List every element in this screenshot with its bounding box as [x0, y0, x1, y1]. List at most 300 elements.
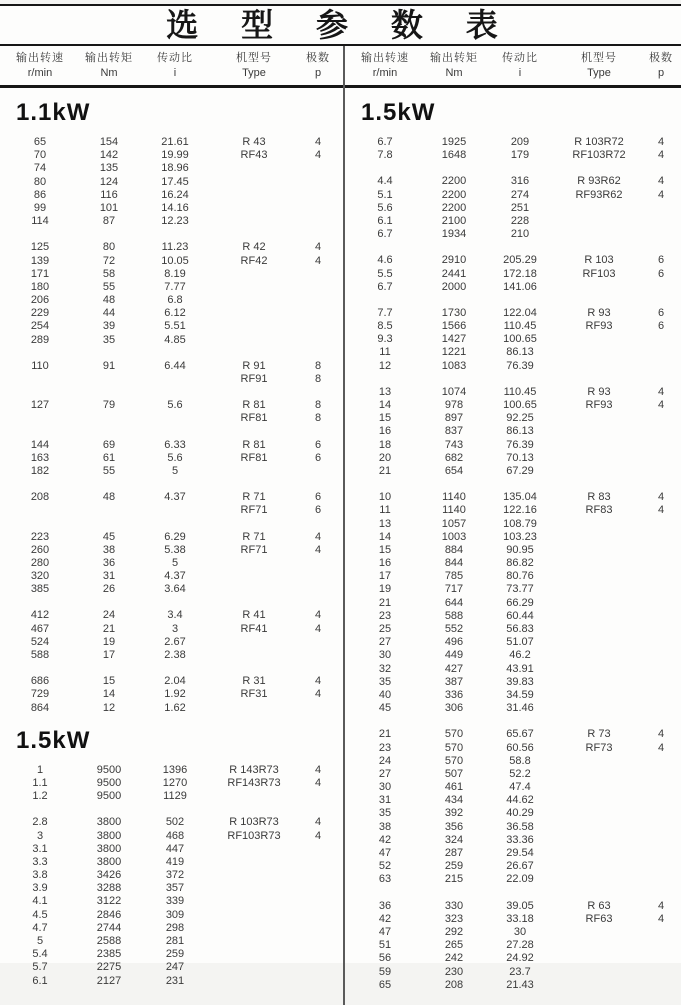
table-cell: 8 [314, 412, 322, 425]
table-cell: 9500 [96, 776, 122, 789]
table-cell: RF73 [585, 741, 613, 754]
table-cell: 336 [444, 688, 464, 701]
table-cell: 280 [30, 556, 50, 569]
table-row [0, 465, 340, 478]
table-cell: 14.16 [161, 201, 189, 214]
table-row [345, 636, 681, 649]
table-cell: 228 [510, 214, 530, 227]
table-cell: 16.24 [161, 188, 189, 201]
table-row [0, 816, 340, 829]
table-cell: 39 [102, 320, 116, 333]
table-row [345, 979, 681, 992]
table-cell: 339 [165, 895, 185, 908]
table-cell [212, 215, 296, 228]
table-cell [557, 281, 641, 294]
column-header-0 [345, 51, 425, 81]
table-cell: 1074 [441, 385, 467, 398]
table-cell: 65 [33, 136, 47, 148]
table-cell: 11.23 [161, 241, 189, 254]
table-cell: 2441 [441, 267, 467, 280]
table-cell: 73.77 [506, 583, 534, 596]
table-cell: RF31 [240, 688, 268, 701]
table-cell: 70 [33, 149, 47, 162]
table-cell: 171 [30, 267, 50, 280]
table-row [345, 702, 681, 715]
table-cell: 5.6 [167, 451, 183, 464]
table-cell: 230 [444, 965, 464, 978]
table-cell: 40 [378, 688, 392, 701]
table-cell: RF103R73 [227, 829, 281, 842]
table-cell: 45 [102, 530, 116, 543]
table-cell [641, 465, 681, 478]
table-cell: 1648 [441, 149, 467, 162]
table-cell [557, 360, 641, 373]
table-cell [557, 755, 641, 768]
table-cell: 15 [378, 412, 392, 425]
table-cell: 1129 [163, 790, 187, 803]
table-cell: 20 [378, 451, 392, 464]
table-cell: 5.4 [32, 948, 48, 961]
table-row [0, 491, 340, 504]
table-cell [557, 439, 641, 452]
table-cell: 4 [314, 816, 322, 829]
table-cell: 2127 [96, 974, 122, 987]
table-row [345, 531, 681, 544]
table-row [0, 935, 340, 948]
table-cell: 141.06 [503, 280, 537, 293]
table-row [0, 948, 340, 961]
table-cell: 59 [378, 965, 392, 978]
table-cell [557, 465, 641, 478]
table-cell [557, 952, 641, 965]
table-cell: 251 [510, 201, 530, 214]
table-cell [557, 636, 641, 649]
row-group [345, 307, 681, 373]
table-row [345, 807, 681, 820]
table-cell [557, 610, 641, 623]
table-cell: 172.18 [503, 267, 537, 280]
table-cell [641, 281, 681, 294]
table-row [345, 952, 681, 965]
table-cell [80, 504, 138, 517]
column-header-2 [483, 51, 557, 81]
table-cell [641, 794, 681, 807]
column-header-1 [425, 51, 483, 81]
table-cell [641, 346, 681, 359]
table-cell: 2588 [96, 935, 122, 947]
table-cell: 33.18 [506, 912, 534, 925]
table-cell: R 93 [587, 385, 611, 398]
table-row [345, 149, 681, 162]
table-cell [212, 856, 296, 869]
table-cell: 6 [314, 504, 322, 517]
column-header-cn: 传动比 [502, 52, 538, 64]
table-cell: 47.4 [509, 781, 531, 794]
table-cell: 7.7 [377, 306, 393, 319]
table-cell: 524 [30, 635, 50, 648]
table-cell: 1427 [441, 333, 467, 346]
table-cell [212, 320, 296, 333]
table-row [345, 281, 681, 294]
table-cell: 654 [444, 464, 464, 477]
column-header-3 [212, 51, 296, 81]
table-cell: 31 [102, 570, 116, 583]
table-cell: R 43 [242, 136, 266, 148]
table-row [0, 149, 340, 162]
table-cell: 4 [314, 609, 322, 622]
table-cell: 58 [102, 267, 116, 280]
table-cell: 570 [444, 728, 464, 741]
table-cell: 31 [378, 794, 392, 807]
table-cell [557, 333, 641, 346]
table-cell: 6 [314, 438, 322, 451]
table-cell: 103.23 [503, 530, 537, 543]
table-cell [557, 202, 641, 215]
table-cell: 21 [378, 728, 392, 741]
column-divider [343, 46, 345, 1005]
table-row [345, 518, 681, 531]
table-cell: 91 [102, 359, 116, 372]
table-cell: RF71 [240, 504, 268, 517]
table-row [0, 975, 340, 988]
table-row [345, 307, 681, 320]
table-cell: R 83 [587, 491, 611, 504]
table-cell: 2910 [441, 254, 467, 267]
table-cell: 27.28 [506, 939, 534, 952]
table-row [345, 320, 681, 333]
table-row [345, 215, 681, 228]
table-cell [641, 439, 681, 452]
table-cell: 3.9 [32, 882, 48, 895]
table-cell: 3288 [96, 882, 122, 895]
left-column [0, 88, 340, 1005]
table-cell: 3.8 [32, 869, 48, 882]
table-cell: 320 [30, 570, 50, 583]
table-row [0, 189, 340, 202]
table-cell: 122.16 [503, 504, 537, 517]
table-cell: 682 [444, 451, 464, 464]
table-cell: 387 [444, 675, 464, 688]
table-cell: 292 [444, 925, 464, 938]
table-row [0, 294, 340, 307]
table-row [0, 922, 340, 935]
table-cell: RF103 [582, 267, 616, 280]
table-cell [557, 689, 641, 702]
selection-table [0, 46, 681, 1005]
table-cell: 21 [102, 622, 116, 635]
table-cell: 254 [30, 320, 50, 333]
table-cell: 844 [444, 557, 464, 570]
table-cell: 4.85 [164, 333, 186, 346]
table-row [345, 268, 681, 281]
table-cell [641, 755, 681, 768]
table-cell [641, 939, 681, 952]
table-row [0, 777, 340, 790]
table-cell: R 81 [242, 438, 266, 451]
table-cell [296, 334, 340, 347]
row-group [0, 491, 340, 517]
table-cell: RF71 [240, 543, 268, 556]
table-row [345, 597, 681, 610]
table-cell: 13 [378, 385, 392, 398]
table-cell: 18.96 [161, 162, 189, 175]
table-cell: 3426 [96, 869, 122, 882]
table-row [0, 830, 340, 843]
table-cell: 1730 [441, 306, 467, 319]
row-group [0, 609, 340, 662]
row-group [0, 360, 340, 386]
table-cell: 114 [31, 215, 49, 228]
table-row [345, 913, 681, 926]
table-cell [557, 702, 641, 715]
table-cell: 52.2 [509, 767, 531, 780]
table-cell: 323 [444, 912, 464, 925]
table-cell: 4 [314, 622, 322, 635]
table-cell: 22.09 [506, 873, 534, 886]
table-cell [212, 882, 296, 895]
table-cell: 124 [99, 175, 119, 188]
table-row [345, 663, 681, 676]
column-header-unit: i [518, 67, 522, 79]
row-group [0, 531, 340, 597]
document-page [0, 4, 681, 991]
table-row [345, 649, 681, 662]
table-cell: 507 [444, 767, 464, 780]
table-cell: 52 [378, 860, 392, 873]
column-header-cn: 输出转矩 [85, 52, 133, 64]
table-cell: 4 [314, 136, 322, 148]
table-cell: 2200 [441, 188, 467, 201]
table-cell: 5.6 [377, 201, 393, 214]
table-cell: 6.12 [164, 307, 186, 320]
table-cell: 66.29 [506, 596, 534, 609]
table-cell [212, 294, 296, 307]
table-cell [557, 452, 641, 465]
table-cell [296, 570, 340, 583]
table-cell [641, 847, 681, 860]
table-cell: 9500 [96, 763, 122, 776]
table-cell: 16 [378, 425, 392, 438]
column-header-unit: Nm [100, 67, 118, 79]
table-cell: 2.8 [32, 816, 48, 829]
table-cell [557, 821, 641, 834]
table-cell: 357 [165, 882, 185, 895]
column-header-2 [138, 51, 212, 81]
table-cell: 287 [444, 847, 464, 859]
table-cell [296, 975, 340, 988]
table-cell: 116 [100, 188, 118, 201]
table-cell: 32 [378, 662, 392, 675]
table-cell [138, 412, 212, 425]
table-row [0, 439, 340, 452]
table-cell: 3.3 [32, 855, 48, 868]
table-cell: 1 [36, 763, 44, 776]
row-group [345, 175, 681, 241]
table-cell: 1.92 [164, 688, 186, 701]
table-cell: 34.59 [506, 688, 534, 701]
table-cell: R 71 [242, 491, 266, 504]
table-cell [0, 412, 80, 425]
table-cell: 15 [378, 543, 392, 556]
column-header-0 [0, 51, 80, 81]
table-cell: 24 [102, 609, 116, 622]
table-cell: 2.04 [164, 675, 186, 688]
table-cell: 4.6 [377, 254, 393, 267]
table-cell: 4 [657, 175, 665, 188]
table-cell: 4.5 [32, 908, 48, 921]
table-cell: 14 [102, 688, 116, 701]
table-cell [641, 333, 681, 346]
table-cell: 1925 [441, 136, 467, 148]
table-cell: 15 [102, 675, 116, 688]
table-cell: 45 [378, 702, 392, 715]
table-cell [641, 649, 681, 662]
row-group [0, 136, 340, 228]
table-cell [80, 412, 138, 425]
table-cell: 427 [444, 662, 464, 675]
table-cell: R 103R72 [574, 136, 624, 148]
table-cell: 2100 [441, 214, 467, 227]
table-cell: 502 [165, 816, 185, 829]
table-cell [296, 948, 340, 961]
table-row [0, 764, 340, 777]
table-cell: 6.1 [377, 214, 393, 227]
table-cell: 6 [314, 451, 322, 464]
table-cell: R 81 [242, 399, 266, 412]
table-cell: RF41 [240, 622, 268, 635]
column-header-4 [641, 51, 681, 81]
table-cell: 36 [102, 556, 116, 569]
table-row [345, 228, 681, 241]
table-row [345, 360, 681, 373]
table-cell: 274 [510, 188, 530, 201]
table-cell [641, 570, 681, 583]
table-cell: 21 [378, 464, 392, 477]
table-row [0, 869, 340, 882]
table-cell [212, 909, 296, 922]
table-cell [557, 583, 641, 596]
table-row [0, 504, 340, 517]
table-cell: 56.83 [506, 623, 534, 635]
table-cell [212, 162, 296, 175]
table-cell [557, 834, 641, 847]
table-cell: 69 [102, 438, 116, 451]
table-cell [641, 518, 681, 531]
table-row [345, 254, 681, 267]
column-header-cn: 输出转速 [16, 52, 64, 64]
table-cell [212, 583, 296, 596]
table-cell: 55 [102, 464, 116, 477]
table-cell [641, 583, 681, 596]
table-cell: 2275 [96, 961, 122, 974]
table-cell: RF143R73 [227, 776, 281, 789]
table-cell: 9.3 [377, 333, 393, 346]
table-cell: 16 [378, 557, 392, 570]
section-power-label: 1.5kW [16, 726, 91, 754]
table-cell [296, 895, 340, 908]
table-cell: 12 [378, 359, 392, 372]
top-rule [0, 4, 681, 6]
table-cell: 743 [444, 438, 464, 451]
table-row [345, 412, 681, 425]
table-row [345, 491, 681, 504]
table-cell [296, 465, 340, 478]
table-cell: 8.19 [164, 267, 186, 280]
table-cell [641, 952, 681, 965]
table-cell [641, 544, 681, 557]
table-cell: 3800 [96, 855, 122, 868]
table-cell: 2.67 [164, 635, 186, 648]
column-header-unit: Type [242, 67, 266, 79]
table-cell: 208 [30, 491, 50, 504]
table-cell [212, 961, 296, 974]
table-cell [557, 966, 641, 979]
table-cell [296, 281, 340, 294]
table-cell: 412 [30, 609, 50, 622]
table-cell: RF103R72 [572, 149, 626, 162]
table-cell: RF42 [240, 254, 268, 267]
table-cell: 55 [102, 280, 116, 293]
table-cell: 99 [33, 201, 47, 214]
table-cell: RF83 [585, 504, 613, 517]
table-cell: R 63 [587, 899, 611, 912]
section-power-label: 1.1kW [16, 99, 91, 126]
table-row [0, 320, 340, 333]
table-cell: 4 [657, 741, 665, 754]
table-cell: 4 [314, 763, 322, 776]
table-cell: 51 [378, 939, 392, 952]
table-cell [296, 268, 340, 281]
table-cell: 3 [171, 622, 179, 635]
table-cell: 19.99 [161, 149, 189, 162]
column-header-4 [296, 51, 340, 81]
table-cell: 7.77 [164, 280, 186, 293]
table-cell: R 103 [584, 254, 614, 267]
table-cell: 4 [314, 776, 322, 789]
table-row [0, 909, 340, 922]
table-cell: 4 [657, 912, 665, 925]
table-row [345, 689, 681, 702]
table-row [0, 790, 340, 803]
table-cell: 205.29 [503, 254, 537, 267]
table-row [345, 425, 681, 438]
table-cell: RF63 [585, 912, 613, 925]
table-cell [296, 202, 340, 215]
table-cell [212, 334, 296, 347]
table-cell [212, 935, 296, 948]
table-cell: 39.05 [506, 899, 534, 912]
table-cell: 229 [30, 307, 50, 320]
table-cell: 4 [657, 899, 665, 912]
table-row [0, 557, 340, 570]
table-cell: 25 [378, 623, 392, 635]
column-header-1 [80, 51, 138, 81]
table-cell: 21.43 [506, 978, 534, 991]
table-cell: 6 [657, 254, 665, 267]
table-cell: 80 [102, 241, 116, 254]
table-cell [0, 504, 80, 517]
table-cell: 180 [30, 280, 50, 293]
table-cell [296, 307, 340, 320]
table-cell: 33.36 [506, 833, 534, 846]
table-cell: 385 [30, 583, 50, 596]
table-cell: 884 [444, 543, 464, 556]
table-cell: 4 [657, 149, 665, 162]
table-cell: 18 [378, 438, 392, 451]
table-cell: 260 [30, 543, 50, 556]
table-cell: RF81 [240, 412, 268, 425]
table-cell [641, 689, 681, 702]
